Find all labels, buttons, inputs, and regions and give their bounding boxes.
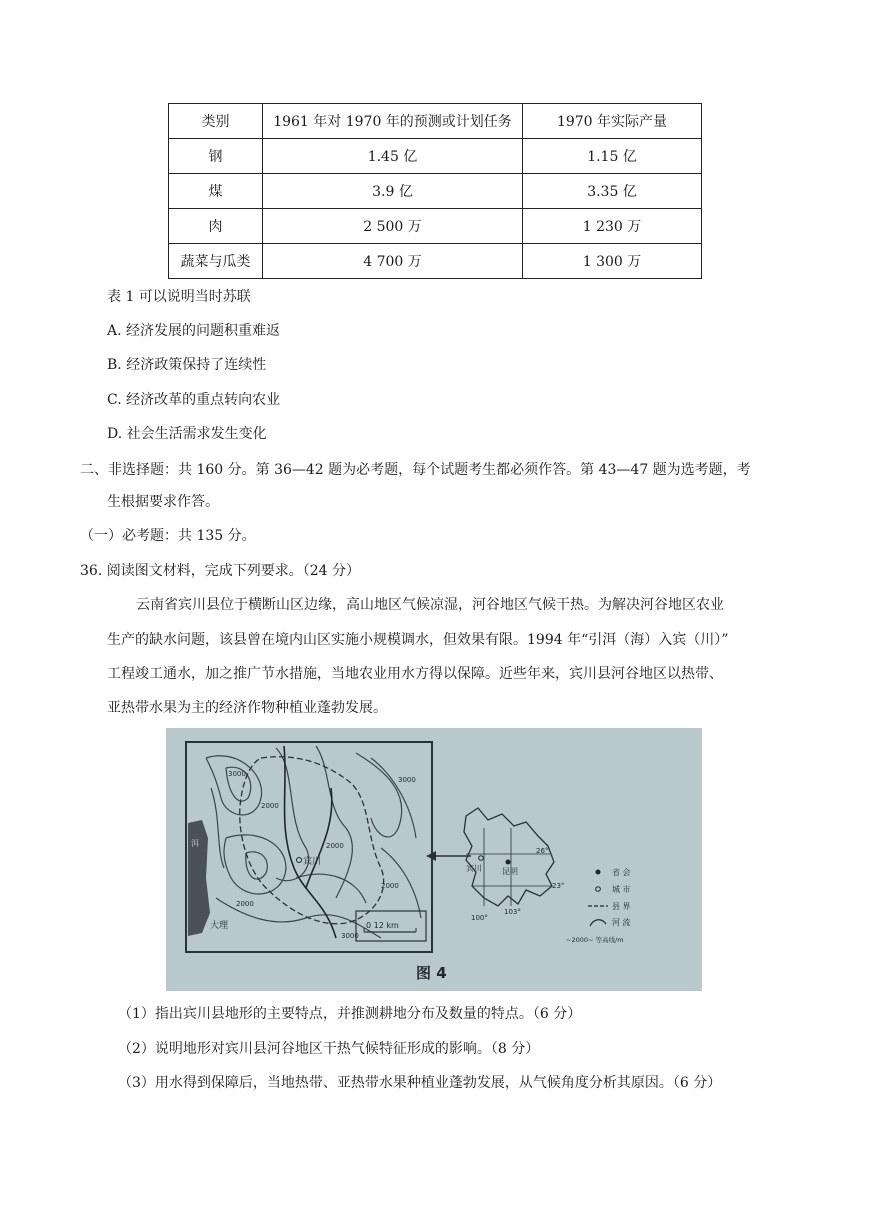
- legend-river: 河 流: [612, 918, 631, 927]
- table-cell: 1 300 万: [523, 244, 702, 279]
- contour-label: 3000: [228, 770, 246, 778]
- question-title: 36. 阅读图文材料，完成下列要求。（24 分）: [80, 563, 360, 579]
- table-cell: 2 500 万: [263, 209, 523, 244]
- contour-label: 2000: [381, 882, 399, 890]
- dali-label: 大理: [210, 921, 229, 931]
- material-paragraph: 亚热带水果为主的经济作物种植业蓬勃发展。: [107, 700, 387, 716]
- table-header-row: [169, 104, 702, 139]
- contour-label: 2000: [261, 802, 279, 810]
- sub-question: （1）指出宾川县地形的主要特点，并推测耕地分布及数量的特点。（6 分）: [118, 1006, 582, 1022]
- data-table: [168, 103, 702, 279]
- option-d: D. 社会生活需求发生变化: [107, 426, 267, 442]
- material-paragraph: 工程竣工通水，加之推广节水措施，当地农业用水方得以保障。近些年来，宾川县河谷地区以热带、: [107, 666, 723, 682]
- figure-4-map: [166, 728, 702, 991]
- table-cell: 肉: [169, 209, 263, 244]
- scale-label: 0 12 km: [366, 921, 399, 930]
- table-cell: 1.45 亿: [263, 139, 523, 174]
- legend-contour: ~2000~ 等高线/m: [566, 936, 624, 944]
- county-boundary: [240, 757, 384, 924]
- contour-label: 2000: [236, 900, 254, 908]
- section-heading: 二、非选择题：共 160 分。第 36—42 题为必考题，每个试题考生都必须作答。第 43—47 题为选考题，考: [80, 462, 751, 478]
- table-row: [169, 174, 702, 209]
- table-row: [169, 209, 702, 244]
- lat26-label: 26°: [536, 847, 549, 855]
- figure-caption: 图 4: [416, 964, 447, 982]
- question-stem: 表 1 可以说明当时苏联: [107, 289, 251, 305]
- contour-label: 3000: [398, 776, 416, 784]
- table-cell: 3.9 亿: [263, 174, 523, 209]
- required-heading: （一）必考题：共 135 分。: [80, 528, 256, 544]
- legend: [566, 867, 631, 944]
- binchuan-label: 宾川: [303, 857, 322, 867]
- lon103-label: 103°: [504, 908, 521, 916]
- table-cell: 3.35 亿: [523, 174, 702, 209]
- section-heading-cont: 生根据要求作答。: [107, 494, 219, 510]
- material-paragraph: 生产的缺水问题，该县曾在境内山区实施小规模调水，但效果有限。1994 年“引洱（海）入宾（川）”: [107, 632, 729, 648]
- table-cell: 钢: [169, 139, 263, 174]
- er-label: 洱: [191, 839, 199, 848]
- lon100-label: 100°: [471, 914, 488, 922]
- yunnan-outline: [464, 808, 554, 906]
- legend-county: 县 界: [612, 902, 631, 911]
- option-a: A. 经济发展的问题积重难返: [107, 323, 281, 339]
- contour-label: 3000: [341, 932, 359, 940]
- sub-question: （2）说明地形对宾川县河谷地区干热气候特征形成的影响。（8 分）: [118, 1041, 540, 1057]
- table-cell: 1.15 亿: [523, 139, 702, 174]
- table-header: 类别: [169, 104, 263, 139]
- contour-label: 2000: [326, 842, 344, 850]
- lat23-label: 23°: [552, 882, 565, 890]
- table-cell: 煤: [169, 174, 263, 209]
- sub-question: （3）用水得到保障后，当地热带、亚热带水果种植业蓬勃发展，从气候角度分析其原因。（6 分）: [118, 1075, 722, 1091]
- material-paragraph: 云南省宾川县位于横断山区边缘，高山地区气候凉湿，河谷地区气候干热。为解决河谷地区农业: [136, 597, 724, 613]
- table-cell: 4 700 万: [263, 244, 523, 279]
- table-header: 1961 年对 1970 年的预测或计划任务: [263, 104, 523, 139]
- erhai-lake: [188, 820, 210, 936]
- option-b: B. 经济政策保持了连续性: [107, 357, 267, 373]
- option-c: C. 经济改革的重点转向农业: [107, 392, 281, 408]
- table-cell: 1 230 万: [523, 209, 702, 244]
- table-row: [169, 244, 702, 279]
- inset-binchuan-label: 宾川: [466, 864, 482, 873]
- legend-capital: 省 会: [612, 868, 631, 877]
- table-cell: 蔬菜与瓜类: [169, 244, 263, 279]
- legend-city: 城 市: [612, 885, 631, 894]
- inset-kunming-label: 昆明: [502, 867, 518, 876]
- table-row: [169, 139, 702, 174]
- table-header: 1970 年实际产量: [523, 104, 702, 139]
